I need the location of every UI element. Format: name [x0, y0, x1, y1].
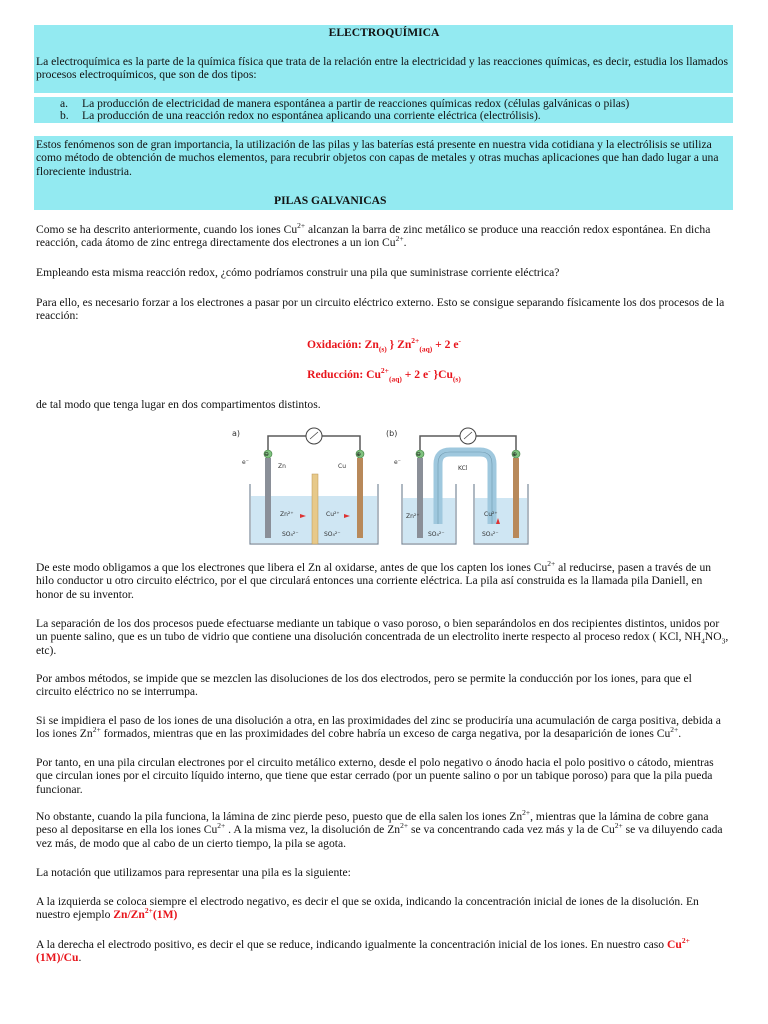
- page-title: ELECTROQUÍMICA: [328, 26, 440, 39]
- cell-b: [386, 428, 528, 544]
- zinc-electrode: [417, 458, 423, 538]
- reduction-equation: Reducción: $Cu^{2+}_{(aq)} + 2$ e- }$Cu_{(s)}$: [307, 366, 461, 384]
- svg-text:e⁻: e⁻: [394, 459, 401, 466]
- figure-label-a: a): [232, 429, 241, 438]
- svg-text:Zn: Zn: [278, 463, 286, 470]
- paragraph-8: Si se impidiera el paso de los iones de una disolución a otra, en las proximidades del zinc se produciría una acumulación de carga positiva, debida a los iones $Zn^{2+}$ formados, mientras que en las proximidades del cobre habría un exceso de carga negativa, por la desaparición de iones $Cu^{2+}$.: [36, 714, 721, 741]
- list-item: b. La producción de una reacción redox no espontánea aplicando una corriente eléctrica (electrólisis).: [60, 108, 541, 122]
- svg-text:SO₄²⁻: SO₄²⁻: [282, 531, 299, 538]
- svg-text:SO₄²⁻: SO₄²⁻: [482, 531, 499, 538]
- svg-text:Cu²⁺: Cu²⁺: [326, 511, 340, 518]
- paragraph-6: La separación de los dos procesos puede efectuarse mediante un tabique o vaso poroso, o bien separándolos en dos recipientes distintos, unidos por un puente salino, que es un tubo de vidrio que contiene una disolución concentrada de un electrolito inerte respecto al proceso redox ( KCl, $NH_4NO_3$, etc).: [36, 617, 729, 657]
- paragraph-5: De este modo obligamos a que los electrones que libera el Zn al oxidarse, antes de que los capten los iones $Cu^{2+}$ al reducirse, pasen a través de un hilo conductor u otro circuito eléctrico, por el que circulará entonces una corriente eléctrica. La pila así construida es la llamada pila Daniell, en honor de su inventor.: [36, 559, 712, 601]
- cell-a: [232, 428, 378, 544]
- svg-text:⊖: ⊖: [264, 452, 270, 458]
- paragraph-12: A la izquierda se coloca siempre el electrodo negativo, es decir el que se oxida, indicando la concentración inicial de iones de la disolución. En nuestro ejemplo $Zn/Zn^{2+}(1M)$: [36, 895, 699, 922]
- types-list: [60, 98, 629, 122]
- paragraph-13: A la derecha el electrodo positivo, es decir el que se reduce, indicando igualmente la concentración inicial de los iones. En nuestro caso $Cu^{2+}(1M)/Cu$.: [36, 936, 690, 965]
- paragraph-10: No obstante, cuando la pila funciona, la lámina de zinc pierde peso, puesto que de ella salen los iones $Zn^{2+}$, mientras que la lámina de cobre gana peso al depositarse en ella los iones $Cu^{2+}$ . A la misma vez, la disolución de $Zn^{2+}$ se va concentrando cada vez más y la de $Cu^{2+}$ se va diluyendo cada vez más, de modo que al cabo de un cierto tiempo, la pila se agota.: [36, 808, 723, 850]
- svg-text:Zn²⁺: Zn²⁺: [406, 513, 420, 520]
- svg-text:SO₄²⁻: SO₄²⁻: [428, 531, 445, 538]
- oxidation-equation: Oxidación: $Zn_{(s)}$ } $Zn^{2+}_{(aq)} + 2$ e-: [306, 336, 461, 354]
- svg-text:SO₄²⁻: SO₄²⁻: [324, 531, 341, 538]
- svg-text:⊖: ⊖: [416, 452, 422, 458]
- figure-label-b: (b): [386, 429, 398, 438]
- svg-text:⊕: ⊕: [356, 452, 362, 458]
- svg-text:Cu: Cu: [338, 463, 346, 470]
- paragraph-9: Por tanto, en una pila circulan electrones por el circuito metálico externo, desde el polo negativo o ánodo hacia el polo positivo o cátodo, mientras que circulan iones por el circuito líquido interno, que tiene que estar cerrado (por un puente salino o por un tabique poroso) para que la pila pueda funcionar.: [36, 756, 714, 796]
- porous-barrier: [312, 474, 318, 544]
- importance-paragraph: Estos fenómenos son de gran importancia, la utilización de las pilas y las baterías está presente en nuestra vida cotidiana y la electrólisis se utiliza como método de obtención de muchos elementos, para recubrir objetos con capas de metales y otras muchas aplicaciones que han dado lugar a una floreciente industria.: [36, 138, 719, 178]
- paragraph-7: Por ambos métodos, se impide que se mezclen las disoluciones de los dos electrodos, pero se permite la conducción por los iones, para que el circuito eléctrico no se interrumpa.: [36, 672, 692, 699]
- copper-electrode: [357, 458, 363, 538]
- zinc-electrode: [265, 458, 271, 538]
- paragraph-2: Empleando esta misma reacción redox, ¿cómo podríamos construir una pila que suministrase corriente eléctrica?: [36, 266, 560, 279]
- paragraph-4: de tal modo que tenga lugar en dos compartimentos distintos.: [36, 398, 321, 411]
- svg-text:Cu²⁺: Cu²⁺: [484, 511, 498, 518]
- svg-text:KCl: KCl: [458, 465, 468, 472]
- paragraph-3: Para ello, es necesario forzar a los electrones a pasar por un circuito eléctrico externo. Esto se consigue separando físicamente los dos procesos de la reacción:: [36, 296, 725, 323]
- copper-electrode: [513, 458, 519, 538]
- paragraph-1: Como se ha descrito anteriormente, cuando los iones $Cu^{2+}$ alcanzan la barra de zinc metálico se produce una reacción redox espontánea. En dicha reacción, cada átomo de zinc entrega directamente dos electrones a un ion $Cu^{2+}$.: [36, 221, 711, 250]
- list-item: a. La producción de electricidad de manera espontánea a partir de reacciones químicas redox (células galvánicas o pilas): [60, 97, 630, 110]
- section-title: PILAS GALVANICAS: [274, 194, 387, 207]
- svg-text:Zn²⁺: Zn²⁺: [280, 511, 294, 518]
- paragraph-11: La notación que utilizamos para representar una pila es la siguiente:: [36, 866, 351, 879]
- daniell-cell-figure: [230, 424, 530, 549]
- svg-text:e⁻: e⁻: [242, 459, 249, 466]
- intro-paragraph: La electroquímica es la parte de la química física que trata de la relación entre la electricidad y las reacciones químicas, es decir, estudia los llamados procesos electroquímicos, que son de dos tipos:: [36, 55, 728, 82]
- svg-text:⊕: ⊕: [512, 452, 518, 458]
